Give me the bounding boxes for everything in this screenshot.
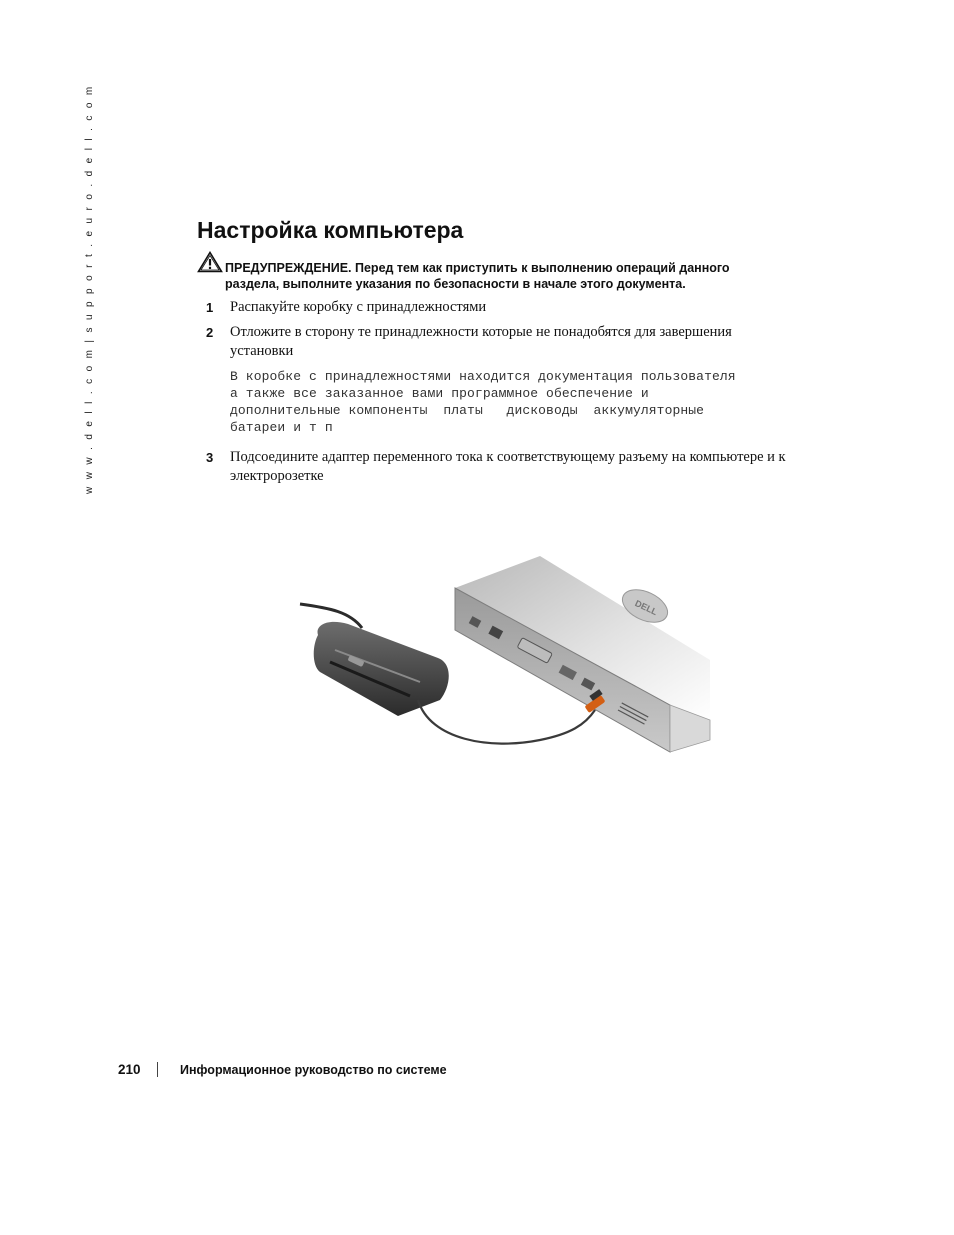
dc-cable (418, 700, 595, 744)
ac-adapter (314, 622, 449, 716)
step-text (230, 298, 820, 317)
step-number: 3 (206, 450, 214, 465)
note-line: батареи и т п (230, 420, 333, 435)
warning-line-1 (225, 260, 730, 277)
step-number: 1 (206, 300, 214, 315)
step-text (230, 448, 820, 486)
step-line: Подсоедините адаптер переменного тока к соответствующему разъему на компьютере и к (230, 449, 786, 465)
laptop-logo: DELL (633, 598, 659, 618)
laptop-adapter-illustration (290, 540, 720, 770)
page-number: 210 (118, 1062, 141, 1077)
footer-doc-title: Информационное руководство по системе (180, 1063, 447, 1077)
warning-text-2: раздела, выполните указания по безопасности в начале этого документа. (225, 277, 686, 291)
warning-label: ПРЕДУПРЕЖДЕНИЕ. (225, 261, 352, 275)
warning-text-1: Перед тем как приступить к выполнению операций данного (355, 261, 730, 275)
note-line: дополнительные компоненты платы дисководы аккумуляторные (230, 403, 705, 418)
step-text (230, 323, 820, 361)
step-number: 2 (206, 325, 214, 340)
step-line: Отложите в сторону те принадлежности которые не понадобятся для завершения (230, 324, 732, 340)
footer-separator (157, 1062, 158, 1077)
note-line: а также все заказанное вами программное обеспечение и (230, 386, 649, 401)
step-line: установки (230, 343, 294, 359)
step-line: электророзетке (230, 468, 324, 484)
step-2-note (230, 368, 810, 436)
warning-triangle-icon (197, 251, 223, 273)
note-line: В коробке с принадлежностями находится документация пользователя (230, 369, 736, 384)
sidebar-url: w w w . d e l l . c o m | s u p p o r t . e u r o . d e l l . c o m (84, 84, 95, 494)
page-title: Настройка компьютера (197, 217, 464, 243)
step-line: Распакуйте коробку с принадлежностями (230, 299, 487, 315)
